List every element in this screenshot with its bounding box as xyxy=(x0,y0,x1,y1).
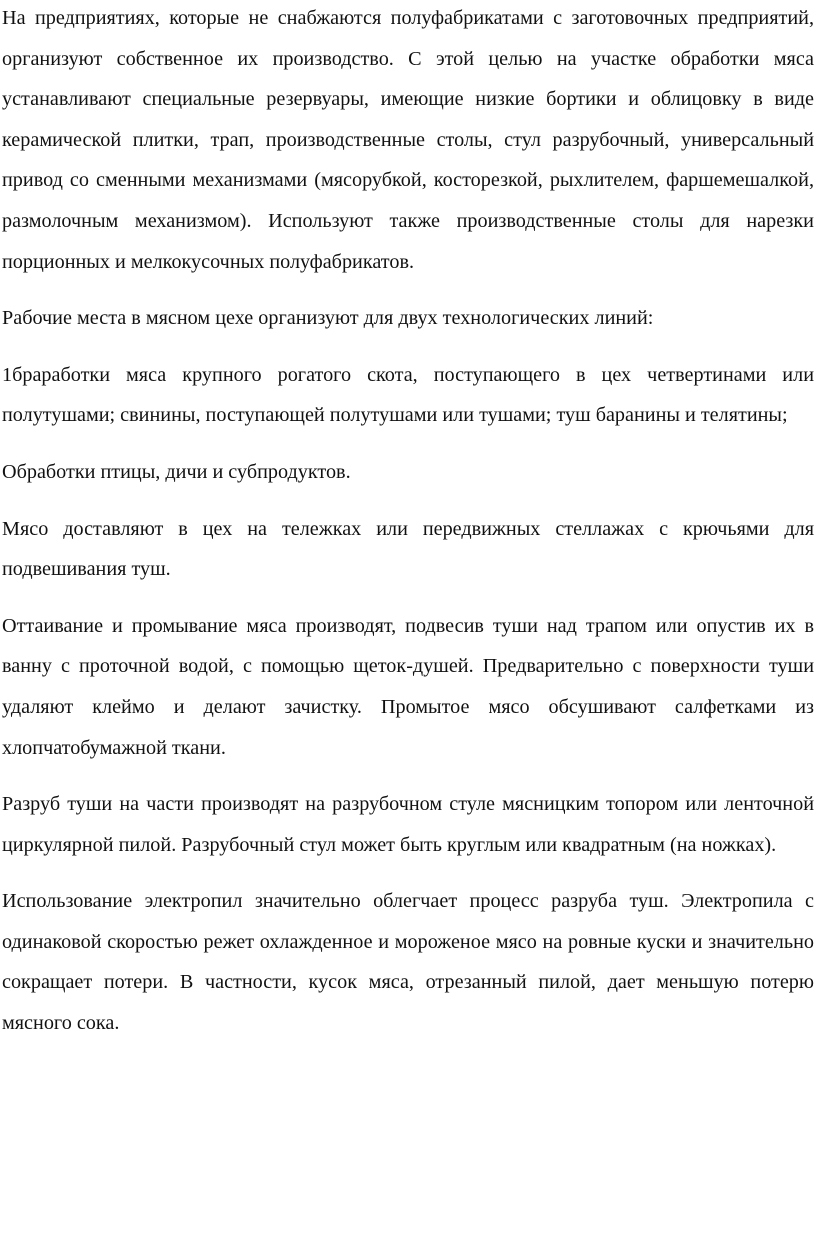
paragraph-line-two: Обработки птицы, дичи и субпродуктов. xyxy=(2,460,351,483)
paragraph-workplaces: Рабочие места в мясном цехе организуют для двух технологических линий: xyxy=(2,307,654,330)
paragraph-delivery: Мясо доставляют в цех на тележках или передвижных стеллажах с крючьями для подвешивания туш. xyxy=(2,517,814,581)
paragraph-electric-saws: Использование электропил значительно облегчает процесс разруба туш. Электропила с одинаковой скоростью режет охлажденное и мороженое мясо на ровные куски и значительно сокращает потери. В частности, кусок мяса, отрезанный пилой, дает меньшую потерю мясного сока. xyxy=(2,890,814,1035)
paragraph-line-one: 1браработки мяса крупного рогатого скота, поступающего в цех четвертинами или полутушами; свинины, поступающей полутушами или тушами; туш баранины и телятины; xyxy=(2,363,814,427)
paragraph-cutting: Разруб туши на части производят на разрубочном стуле мясницким топором или ленточной циркулярной пилой. Разрубочный стул может быть круглым или квадратным (на ножках). xyxy=(2,793,814,856)
paragraph-thawing: Оттаивание и промывание мяса производят, подвесив туши над трапом или опустив их в ванну с проточной водой, с помощью щеток-душей. Предварительно с поверхности туши удаляют клеймо и делают зачистку. Промытое мясо обсушивают салфетками из хлопчатобумажной ткани. xyxy=(2,614,814,759)
paragraph-intro: На предприятиях, которые не снабжаются полуфабрикатами с заготовочных предприятий, организуют собственное их производство. С этой целью на участке обработки мяса устанавливают специальные резервуары, имеющие низкие бортики и облицовку в виде керамической плитки, трап, производственные столы, стул разрубочный, универсальный привод со сменными механизмами (мясорубкой, косторезкой, рыхлителем, фаршемешалкой, размолочным механизмом). Используют также производственные столы для нарезки порционных и мелкокусочных полуфабрикатов. xyxy=(2,7,814,273)
